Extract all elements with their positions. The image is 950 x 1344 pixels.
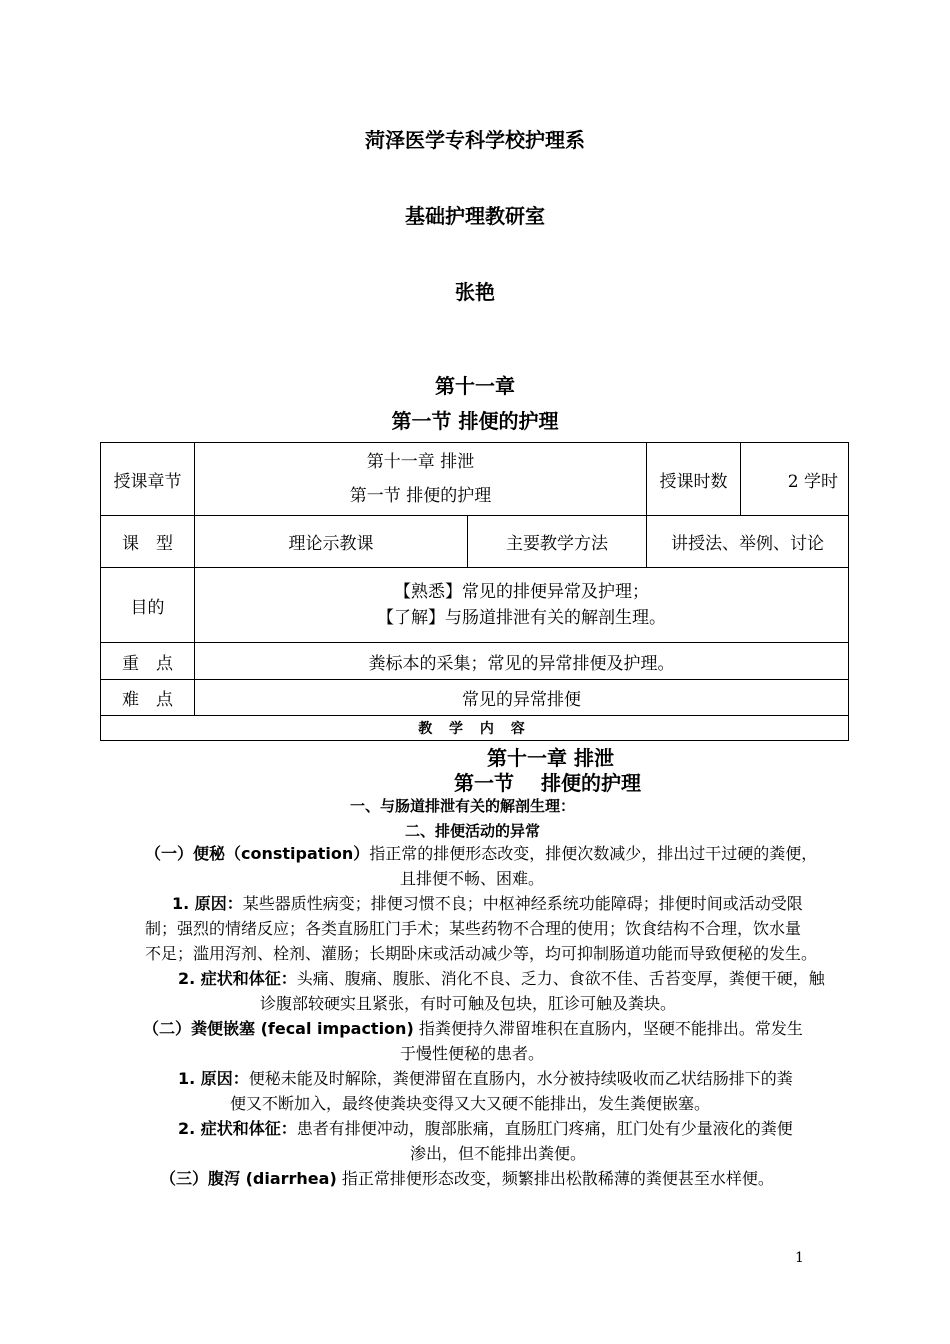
constipation-symptom-2: 诊腹部较硬实且紧张，有时可触及包块，肛诊可触及粪块。 [260, 994, 677, 1013]
teacher-name: 张艳 [455, 280, 495, 304]
chapter-heading: 第十一章 [435, 374, 515, 398]
impaction-cause-1: 便秘未能及时解除，粪便滞留在直肠内，水分被持续吸收而乙状结肠排下的粪 [248, 1069, 793, 1088]
impaction-cause-2: 便又不断加入，最终使粪块变得又大又硬不能排出，发生粪便嵌塞。 [230, 1094, 711, 1113]
impaction-symptom-line-1 [178, 1117, 793, 1141]
heading-anatomy: 一、与肠道排泄有关的解剖生理： [350, 797, 576, 815]
key-points-label: 重 点 [101, 643, 195, 680]
impaction-def-2: 于慢性便秘的患者。 [400, 1044, 545, 1063]
chapter-value-line2: 第一节 排便的护理 [349, 486, 492, 506]
section-heading: 第一节 排便的护理 [391, 409, 559, 433]
impaction-symptom-1: 患者有排便冲动，腹部胀痛，直肠肛门疼痛，肛门处有少量液化的粪便 [296, 1119, 793, 1138]
goal-value [195, 568, 849, 643]
impaction-line-1 [143, 1017, 803, 1041]
diarrhea-term: （三）腹泻 (diarrhea) [160, 1169, 337, 1188]
constipation-def-1: 指正常的排便形态改变，排便次数减少，排出过干过硬的粪便， [369, 844, 818, 863]
content-section-title: 第一节 排便的护理 [454, 771, 641, 795]
constipation-symptom-1: 头痛、腹痛、腹胀、消化不良、乏力、食欲不佳、舌苔变厚，粪便干硬，触 [296, 969, 825, 988]
lesson-plan-table [100, 442, 849, 741]
chapter-value [195, 443, 647, 516]
constipation-def-2: 且排便不畅、困难。 [400, 869, 545, 888]
goal-line-2: 【了解】与肠道排泄有关的解剖生理。 [377, 608, 666, 628]
impaction-term: （二）粪便嵌塞 (fecal impaction) [143, 1019, 414, 1038]
constipation-term: （一）便秘（constipation） [145, 844, 370, 863]
constipation-cause-1: 某些器质性病变；排便习惯不良；中枢神经系统功能障碍；排便时间或活动受限 [242, 894, 803, 913]
teaching-content-label: 教 学 内 容 [101, 716, 849, 741]
impaction-symptom-2: 渗出，但不能排出粪便。 [410, 1144, 587, 1163]
page-number: 1 [795, 1250, 804, 1266]
difficulty-value: 常见的异常排便 [195, 680, 849, 716]
constipation-symptom-line-1 [178, 967, 825, 991]
method-label: 主要教学方法 [468, 516, 647, 568]
diarrhea-def-1: 指正常排便形态改变，频繁排出松散稀薄的粪便甚至水样便。 [336, 1169, 774, 1188]
method-value: 讲授法、举例、讨论 [647, 516, 849, 568]
impaction-def-1: 指粪便持久滞留堆积在直肠内，坚硬不能排出。常发生 [413, 1019, 803, 1038]
diarrhea-line-1 [160, 1167, 774, 1191]
impaction-cause-label: 1. 原因： [178, 1069, 249, 1088]
key-points-value: 粪标本的采集；常见的异常排便及护理。 [195, 643, 849, 680]
hours-label: 授课时数 [647, 443, 741, 516]
difficulty-label: 难 点 [101, 680, 195, 716]
chapter-value-line1: 第十一章 排泄 [366, 452, 475, 472]
chapter-label: 授课章节 [101, 443, 195, 516]
goal-label: 目的 [101, 568, 195, 643]
heading-abnormal: 二、排便活动的异常 [405, 822, 541, 840]
constipation-cause-3: 不足；滥用泻剂、栓剂、灌肠；长期卧床或活动减少等，均可抑制肠道功能而导致便秘的发生。 [145, 944, 818, 963]
type-value: 理论示教课 [195, 516, 468, 568]
department-name: 基础护理教研室 [405, 204, 545, 228]
impaction-symptom-label: 2. 症状和体征： [178, 1119, 297, 1138]
content-chapter-title: 第十一章 排泄 [487, 746, 614, 770]
constipation-cause-label: 1. 原因： [172, 894, 243, 913]
goal-line-1: 【熟悉】常见的排便异常及护理； [394, 582, 649, 602]
constipation-line-1 [145, 842, 817, 866]
constipation-cause-2: 制；强烈的情绪反应；各类直肠肛门手术；某些药物不合理的使用；饮食结构不合理，饮水量 [145, 919, 802, 938]
impaction-cause-line-1 [178, 1067, 793, 1091]
constipation-symptom-label: 2. 症状和体征： [178, 969, 297, 988]
hours-value: 2 学时 [741, 443, 849, 516]
type-label: 课 型 [101, 516, 195, 568]
constipation-cause-line-1 [172, 892, 803, 916]
school-name: 菏泽医学专科学校护理系 [365, 128, 585, 152]
